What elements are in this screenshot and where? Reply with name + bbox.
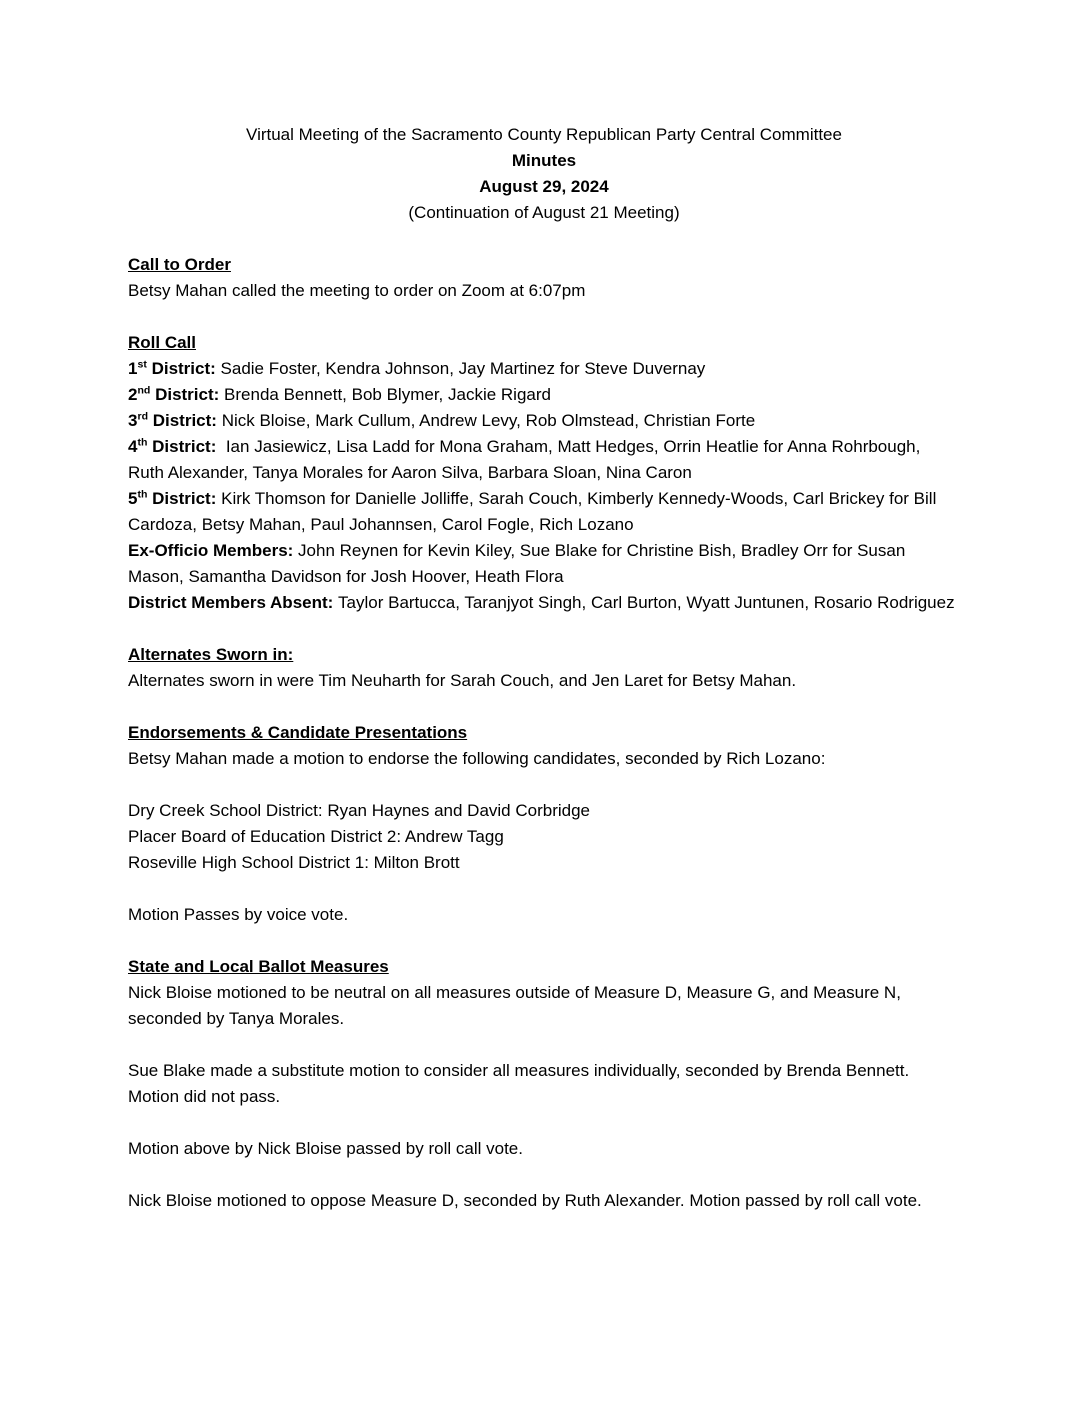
text-run: Ex-Officio Members: [128,541,299,560]
text-run: Roseville High School District 1: Milton Brott [128,853,460,872]
paragraph [128,902,960,928]
blank-line [128,772,960,798]
paragraph [128,590,960,616]
paragraph [128,668,960,694]
section [128,954,960,1214]
ordinal-superscript: th [137,488,148,501]
paragraph [128,850,960,876]
text-run: 3 [128,411,138,430]
section [128,252,960,304]
text-run: Betsy Mahan called the meeting to order on Zoom at 6:07pm [128,281,586,300]
paragraph [128,1136,960,1162]
text-run: 5 [128,489,138,508]
section-heading: Endorsements & Candidate Presentations [128,723,468,742]
text-run: Kirk Thomson for Danielle Jolliffe, Sarah Couch, Kimberly Kennedy-Woods, Carl Brickey for Bill Cardoza, Betsy Mahan, Paul Johannsen, Carol Fogle, Rich Lozano [128,489,942,534]
text-run: District: [148,411,222,430]
title-line-1: Virtual Meeting of the Sacramento County Republican Party Central Committee [246,125,842,144]
text-run: Taylor Bartucca, Taranjyot Singh, Carl Burton, Wyatt Juntunen, Rosario Rodriguez [338,593,955,612]
paragraph [128,980,960,1032]
paragraph [128,408,960,434]
text-run: John Reynen for Kevin Kiley, Sue Blake for Christine Bish, Bradley Orr for Susan Mason, Samantha Davidson for Josh Hoover, Heath Flora [128,541,911,586]
paragraph [128,824,960,850]
paragraph [128,382,960,408]
title-line-4: (Continuation of August 21 Meeting) [408,203,680,222]
title-line-3: August 29, 2024 [479,177,609,196]
section-heading: Call to Order [128,255,231,274]
section-heading: Roll Call [128,333,197,352]
text-run: Motion above by Nick Bloise passed by roll call vote. [128,1139,523,1158]
document-body [128,252,960,1214]
text-run: Sue Blake made a substitute motion to consider all measures individually, seconded by Brenda Bennett. Motion did not pass. [128,1061,914,1106]
text-run: Brenda Bennett, Bob Blymer, Jackie Rigard [224,385,551,404]
text-run: District: [147,437,222,456]
paragraph [128,798,960,824]
paragraph [128,1188,960,1214]
blank-line [128,1032,960,1058]
text-run: 1 [128,359,138,378]
text-run: District Members Absent: [128,593,339,612]
paragraph [128,538,960,590]
text-run: Dry Creek School District: Ryan Haynes and David Corbridge [128,801,591,820]
text-run: District: [150,385,225,404]
text-run: Sadie Foster, Kendra Johnson, Jay Martinez for Steve Duvernay [220,359,706,378]
blank-line [128,1110,960,1136]
document-header [128,122,960,226]
blank-line [128,1162,960,1188]
section [128,330,960,616]
text-run: Placer Board of Education District 2: Andrew Tagg [128,827,504,846]
ordinal-superscript: th [137,436,148,449]
section-heading: State and Local Ballot Measures [128,957,389,976]
paragraph [128,486,960,538]
paragraph [128,434,960,486]
paragraph [128,1058,960,1110]
section-heading: Alternates Sworn in: [128,645,294,664]
text-run: Motion Passes by voice vote. [128,905,349,924]
ordinal-superscript: nd [137,384,151,397]
paragraph [128,746,960,772]
title-line-2: Minutes [511,151,577,170]
text-run: District: [147,489,222,508]
text-run: Alternates sworn in were Tim Neuharth for Sarah Couch, and Jen Laret for Betsy Mahan. [128,671,797,690]
text-run: Nick Bloise motioned to be neutral on all measures outside of Measure D, Measure G, and Measure N, seconded by Tanya Morales. [128,983,906,1028]
paragraph [128,356,960,382]
text-run: District: [146,359,221,378]
section [128,642,960,694]
ordinal-superscript: rd [137,410,148,423]
text-run: 2 [128,385,138,404]
text-run: Nick Bloise, Mark Cullum, Andrew Levy, Rob Olmstead, Christian Forte [221,411,756,430]
text-run: Nick Bloise motioned to oppose Measure D, seconded by Ruth Alexander. Motion passed by roll call vote. [128,1191,922,1210]
paragraph [128,278,960,304]
text-run: Ian Jasiewicz, Lisa Ladd for Mona Graham, Matt Hedges, Orrin Heatlie for Anna Rohrbough, Ruth Alexander, Tanya Morales for Aaron Silva, Barbara Sloan, Nina Caron [128,437,926,482]
ordinal-superscript: st [137,358,147,371]
blank-line [128,876,960,902]
text-run: Betsy Mahan made a motion to endorse the following candidates, seconded by Rich Lozano: [128,749,826,768]
section [128,720,960,928]
text-run: 4 [128,437,138,456]
